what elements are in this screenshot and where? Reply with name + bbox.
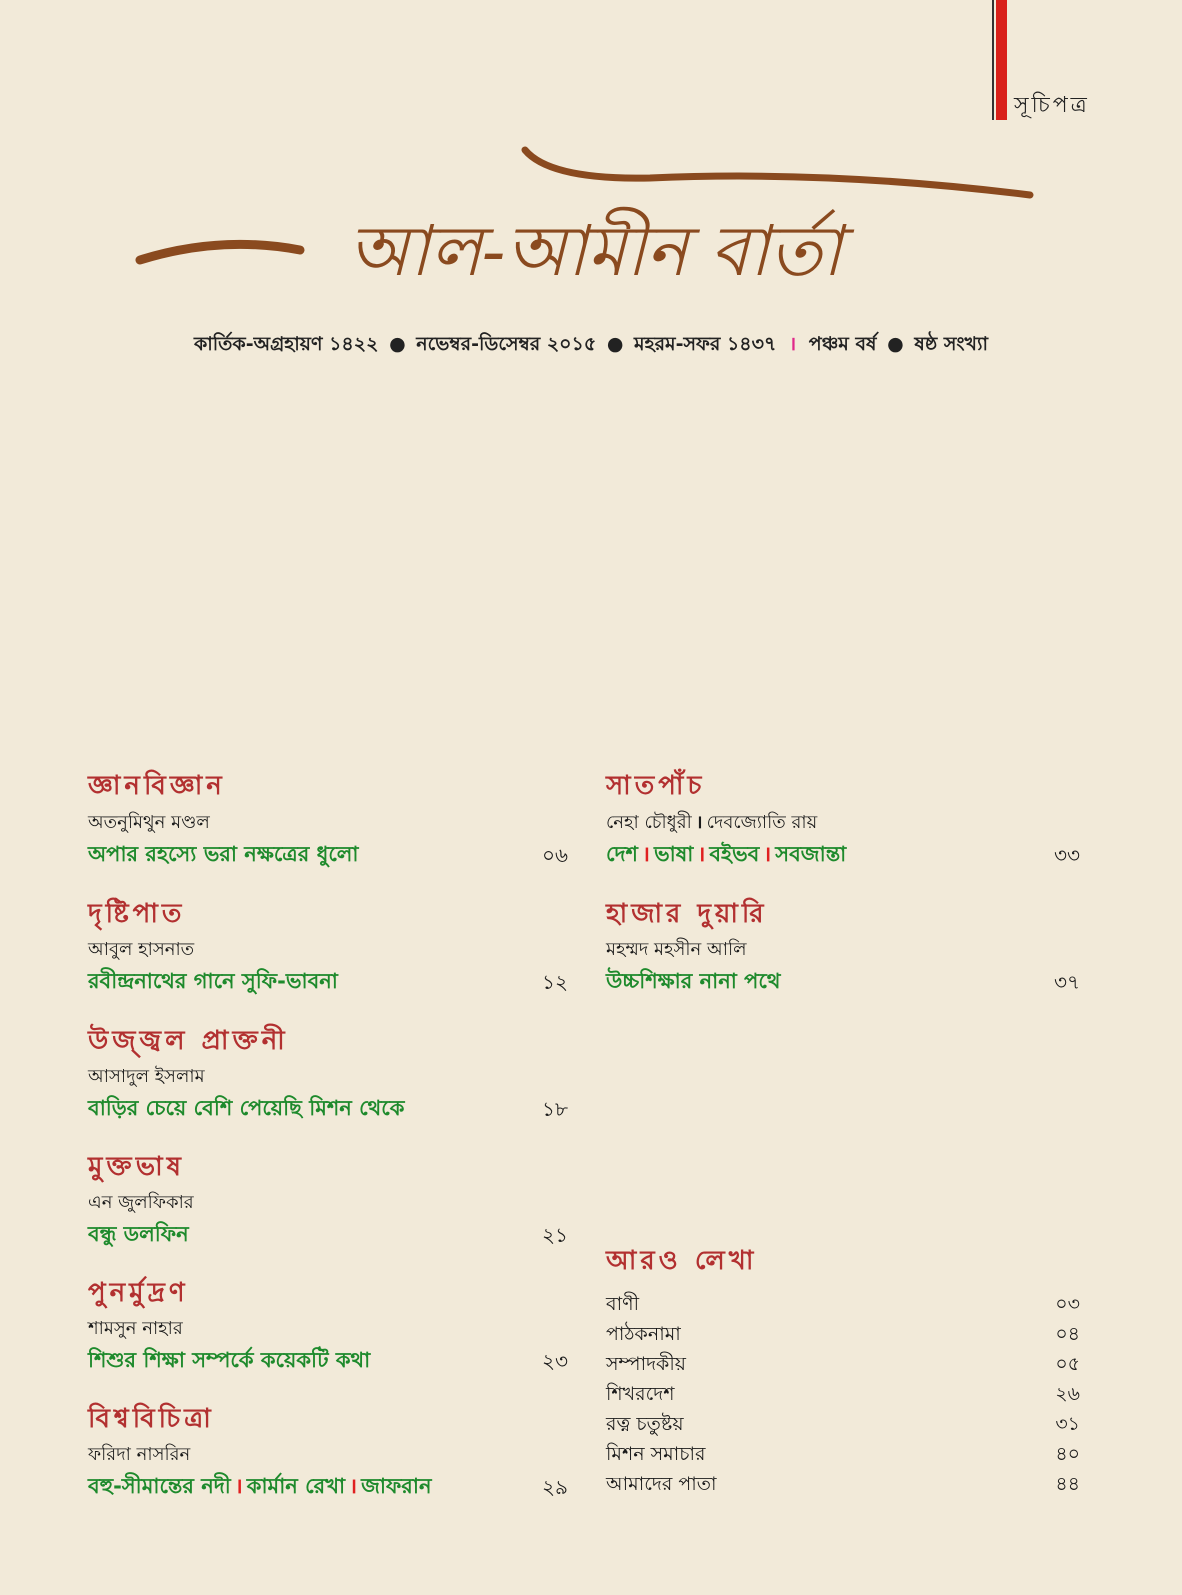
page-number: ২৯ — [542, 1475, 568, 1499]
dateline-bangla-month: কার্তিক-অগ্রহায়ণ ১৪২২ — [193, 333, 379, 355]
article-link[interactable]: বন্ধু ডলফিন — [88, 1222, 189, 1246]
more-item[interactable]: সম্পাদকীয় — [606, 1353, 686, 1375]
author: এন জুলফিকার — [88, 1192, 194, 1213]
more-item[interactable]: রত্ন চতুষ্টয় — [606, 1413, 684, 1435]
section-title: পুনর্মুদ্রণ — [88, 1278, 189, 1308]
article-link[interactable]: রবীন্দ্রনাথের গানে সুফি-ভাবনা — [88, 969, 338, 993]
article-link[interactable]: জাফরান — [361, 1474, 432, 1498]
article-link[interactable]: দেশ — [606, 842, 638, 866]
page-number: ২১ — [542, 1223, 568, 1247]
separator: । — [695, 812, 703, 833]
masthead-title: আল-আমীন বার্তা — [347, 210, 843, 292]
separator: । — [641, 842, 650, 866]
dateline-dot: ● — [887, 333, 904, 355]
author: অতনুমিথুন মণ্ডল — [88, 812, 210, 833]
article-link-group — [88, 1470, 431, 1505]
article-link[interactable]: ভাষা — [653, 842, 694, 866]
page-number: ৩৩ — [1053, 843, 1080, 867]
separator: । — [697, 842, 706, 866]
article-link[interactable]: বইভব — [709, 842, 760, 866]
header-thin-rule — [992, 0, 994, 120]
dateline-issue: ষষ্ঠ সংখ্যা — [914, 333, 989, 355]
dateline-dot: ● — [389, 333, 406, 355]
more-item[interactable]: পাঠকনামা — [606, 1323, 681, 1345]
page-number: ৪৪ — [1055, 1473, 1080, 1495]
separator: । — [234, 1474, 243, 1498]
header-red-rule — [996, 0, 1007, 120]
toc-label: সূচিপত্র — [1014, 93, 1090, 118]
page-number: ১৮ — [542, 1097, 568, 1121]
more-item[interactable]: শিখরদেশ — [606, 1383, 675, 1405]
section-title: সাতপাঁচ — [606, 771, 706, 801]
section-title: দৃষ্টিপাত — [88, 899, 186, 929]
article-link[interactable]: বহু-সীমান্তের নদী — [88, 1474, 231, 1498]
dateline-english-month: নভেম্বর-ডিসেম্বর ২০১৫ — [416, 333, 597, 355]
dateline-pipe: । — [788, 333, 797, 355]
article-link-group — [606, 838, 846, 873]
separator: । — [349, 1474, 358, 1498]
dateline-dot: ● — [606, 333, 624, 355]
section-title: মুক্তভাষ — [88, 1152, 185, 1182]
article-link[interactable]: সবজান্তা — [775, 842, 847, 866]
author: আসাদুল ইসলাম — [88, 1066, 205, 1087]
article-link[interactable]: বাড়ির চেয়ে বেশি পেয়েছি মিশন থেকে — [88, 1096, 405, 1120]
more-item[interactable]: বাণী — [606, 1293, 640, 1315]
article-link[interactable]: উচ্চশিক্ষার নানা পথে — [606, 969, 781, 993]
article-link[interactable]: কার্মান রেখা — [246, 1474, 346, 1498]
page-number: ০৩ — [1055, 1293, 1080, 1315]
section-title: জ্ঞানবিজ্ঞান — [88, 771, 226, 801]
page-number: ৩৭ — [1053, 970, 1080, 994]
section-title: বিশ্ববিচিত্রা — [88, 1404, 215, 1434]
article-link[interactable]: অপার রহস্যে ভরা নক্ষত্রের ধুলো — [88, 842, 359, 866]
section-title: উজ্জ্বল প্রাক্তনী — [88, 1026, 289, 1056]
page-number: ২৩ — [541, 1349, 568, 1373]
author: আবুল হাসনাত — [88, 939, 195, 960]
more-item[interactable]: মিশন সমাচার — [606, 1443, 706, 1465]
page-number: ০৪ — [1055, 1323, 1080, 1345]
page-number: ১২ — [542, 970, 568, 994]
dateline-year: পঞ্চম বর্ষ — [808, 333, 877, 355]
author: শামসুন নাহার — [88, 1318, 183, 1339]
article-link[interactable]: শিশুর শিক্ষা সম্পর্কে কয়েকটি কথা — [88, 1348, 371, 1372]
author: ফরিদা নাসরিন — [88, 1444, 191, 1465]
more-section-title: আরও লেখা — [606, 1246, 758, 1276]
page-number: ০৬ — [541, 843, 568, 867]
masthead-logo — [130, 140, 1060, 325]
more-item[interactable]: আমাদের পাতা — [606, 1473, 717, 1495]
author: মহম্মদ মহসীন আলি — [606, 939, 747, 960]
page-number: ২৬ — [1055, 1383, 1080, 1405]
page-number: ৩১ — [1055, 1413, 1080, 1435]
separator: । — [763, 842, 772, 866]
section-title: হাজার দুয়ারি — [606, 899, 768, 929]
author-group — [606, 808, 817, 839]
page-number: ০৫ — [1055, 1353, 1080, 1375]
dateline — [150, 330, 1032, 362]
author: দেবজ্যোতি রায় — [706, 812, 818, 833]
author: নেহা চৌধুরী — [606, 812, 692, 833]
page-number: ৪০ — [1055, 1443, 1080, 1465]
dateline-hijri-month: মহরম-সফর ১৪৩৭ — [634, 333, 777, 355]
